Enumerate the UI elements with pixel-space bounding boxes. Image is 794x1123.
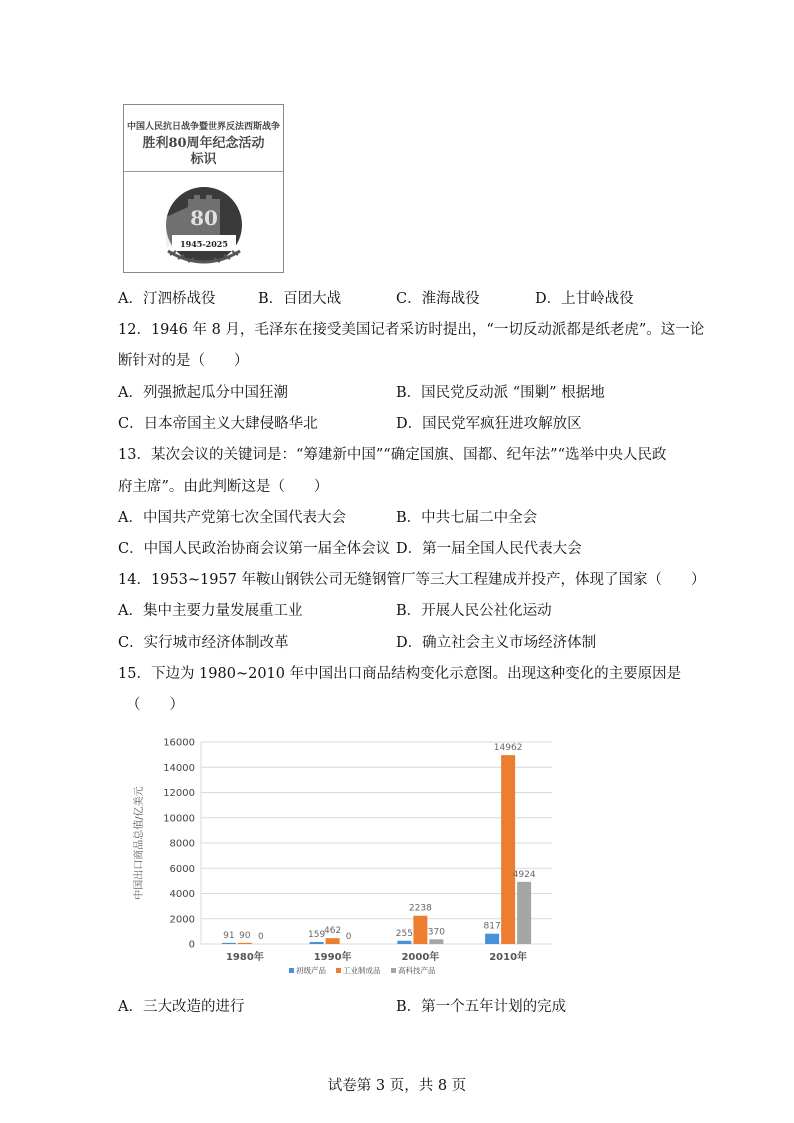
q12-option-b: B．国民党反动派 “围剿” 根据地 <box>396 385 605 401</box>
logo-divider <box>124 171 283 172</box>
data-label: 0 <box>258 932 264 942</box>
q14-option-d: D．确立社会主义市场经济体制 <box>396 635 597 651</box>
q15-option-b: B．第一个五年计划的完成 <box>396 999 567 1015</box>
bar <box>238 943 252 944</box>
logo-title-line3: 标识 <box>190 152 217 167</box>
q12-option-d: D．国民党军疯狂进攻解放区 <box>396 416 582 432</box>
bar <box>429 939 443 944</box>
q12-option-a: A．列强掀起瓜分中国狂潮 <box>118 385 288 401</box>
q15-stem-line2: （ ） <box>126 697 184 713</box>
y-tick-label: 12000 <box>163 788 195 799</box>
bar <box>310 942 324 944</box>
q14-stem-line1: 14．1953~1957 年鞍山钢铁公司无缝钢管厂等三大工程建成并投产，体现了国家（ ） <box>118 572 706 588</box>
y-tick-label: 6000 <box>169 863 195 875</box>
chart-bars <box>222 755 531 944</box>
commemorative-logo-image <box>123 104 284 273</box>
chart-y-ticks <box>163 738 195 951</box>
data-label: 0 <box>345 932 352 942</box>
data-label: 91 <box>223 930 235 941</box>
data-label: 159 <box>308 929 326 940</box>
q11-option-d: D．上甘岭战役 <box>535 291 634 307</box>
data-label: 14962 <box>493 743 523 754</box>
legend-swatch <box>391 968 396 973</box>
x-tick-label: 2000年 <box>401 952 440 963</box>
chart-legend <box>289 965 436 975</box>
y-tick-label: 16000 <box>163 737 195 749</box>
x-tick-label: 2010年 <box>489 952 528 963</box>
bar <box>326 938 340 944</box>
x-tick-label: 1990年 <box>313 952 352 963</box>
legend-label: 高科技产品 <box>398 966 436 975</box>
emblem-years: 1945-2025 <box>180 239 228 249</box>
bar <box>517 882 531 944</box>
q13-stem-line1: 13．某次会议的关键词是：“筹建新中国”“确定国旗、国都、纪年法”“选举中央人民政 <box>118 447 667 463</box>
data-label: 2238 <box>408 903 432 914</box>
data-label: 255 <box>395 928 413 939</box>
export-structure-bar-chart <box>126 730 566 982</box>
q15-option-a: A．三大改造的进行 <box>118 999 245 1015</box>
logo-title-line1: 中国人民抗日战争暨世界反法西斯战争 <box>126 122 280 132</box>
y-tick-label: 0 <box>188 939 195 951</box>
q13-option-c: C．中国人民政治协商会议第一届全体会议 <box>118 541 391 557</box>
emblem-number: 80 <box>190 206 218 230</box>
q12-stem-line2: 断针对的是（ ） <box>118 353 249 369</box>
legend-label: 工业制成品 <box>343 966 381 975</box>
data-label: 462 <box>324 926 342 937</box>
q14-option-a: A．集中主要力量发展重工业 <box>118 603 303 619</box>
page-footer: 试卷第 3 页，共 8 页 <box>327 1078 467 1094</box>
q11-option-c: C．淮海战役 <box>396 291 480 307</box>
legend-label: 初级产品 <box>296 966 326 975</box>
chart-x-ticks <box>226 950 527 963</box>
y-tick-label: 10000 <box>163 813 195 825</box>
data-label: 4924 <box>512 869 536 880</box>
y-tick-label: 14000 <box>163 762 195 774</box>
bar <box>413 916 427 944</box>
legend-swatch <box>289 968 294 973</box>
great-wall-emblem-icon <box>148 177 260 269</box>
chart-y-axis-label: 中国出口商品总值/亿美元 <box>134 786 145 900</box>
bar <box>397 941 411 944</box>
bar <box>485 934 499 944</box>
y-tick-label: 4000 <box>169 889 195 900</box>
q13-option-b: B．中共七届二中全会 <box>396 510 538 526</box>
q13-stem-line2: 府主席”。由此判断这是（ ） <box>118 479 329 495</box>
q12-option-c: C．日本帝国主义大肆侵略华北 <box>118 416 318 432</box>
chart-gridlines <box>201 742 552 944</box>
logo-title-line2: 胜利80周年纪念活动 <box>142 136 265 151</box>
q13-option-d: D．第一届全国人民代表大会 <box>396 541 582 557</box>
q11-option-b: B．百团大战 <box>258 291 342 307</box>
q11-option-a: A．汀泗桥战役 <box>118 291 216 307</box>
q13-option-a: A．中国共产党第七次全国代表大会 <box>118 510 346 526</box>
y-tick-label: 2000 <box>169 914 195 926</box>
bar <box>222 943 236 944</box>
y-tick-label: 8000 <box>169 838 195 850</box>
x-tick-label: 1980年 <box>225 952 264 963</box>
q15-stem-line1: 15．下边为 1980~2010 年中国出口商品结构变化示意图。出现这种变化的主要原因是 <box>118 666 682 682</box>
data-label: 370 <box>427 927 445 938</box>
q12-stem-line1: 12．1946 年 8 月，毛泽东在接受美国记者采访时提出，“一切反动派都是纸老虎”。这一论 <box>118 322 705 338</box>
data-label: 90 <box>239 930 251 941</box>
data-label: 817 <box>483 921 501 932</box>
q14-option-c: C．实行城市经济体制改革 <box>118 635 289 651</box>
bar <box>501 755 515 944</box>
q14-option-b: B．开展人民公社化运动 <box>396 603 552 619</box>
legend-swatch <box>336 968 341 973</box>
